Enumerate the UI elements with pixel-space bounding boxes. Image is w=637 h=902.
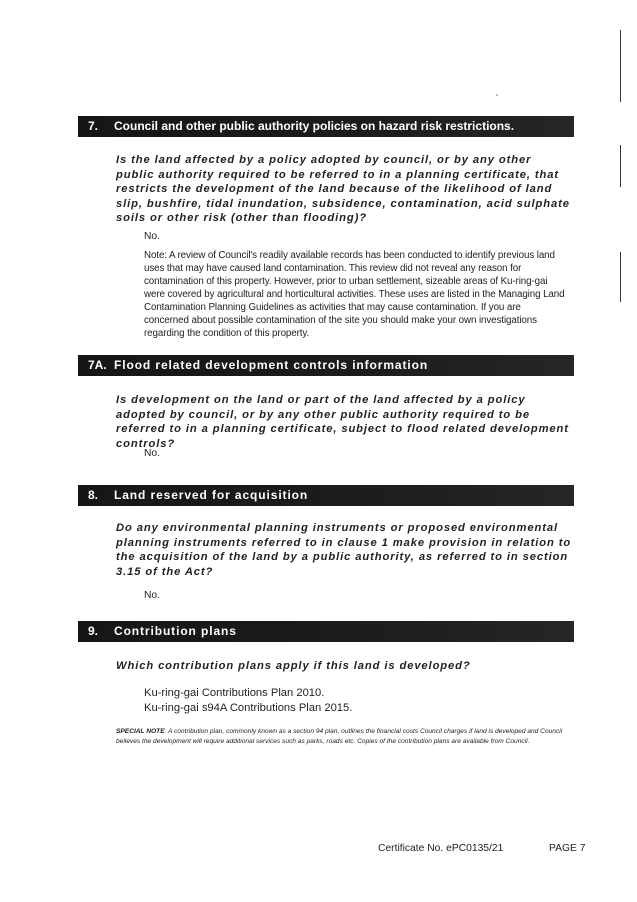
section-9-question: Which contribution plans apply if this land is developed?	[116, 660, 471, 672]
section-title: Land reserved for acquisition	[114, 488, 309, 502]
scan-speck	[496, 94, 498, 96]
certificate-number: Certificate No. ePC0135/21	[378, 843, 504, 854]
section-7-header	[78, 116, 574, 137]
section-7-answer: No.	[144, 231, 161, 242]
section-title: Council and other public authority policies on hazard risk restrictions.	[114, 119, 515, 133]
section-number: 8.	[88, 488, 99, 502]
scan-edge-mark	[620, 252, 621, 302]
scan-edge-mark	[620, 30, 621, 102]
special-note-text: : A contribution plan, commonly known as a section 94 plan, outlines the financial costs Council charges if land is developed and Council believes the development will require additional services such as parks, roads etc. Copies of the contribution plans are available from Council.	[116, 728, 563, 745]
section-8-answer: No.	[144, 590, 161, 601]
special-note-label: SPECIAL NOTE	[116, 728, 165, 735]
section-number: 7A.	[88, 358, 107, 372]
section-8-header	[78, 485, 574, 506]
contribution-plans-list	[144, 686, 352, 716]
contribution-plan-item: Ku-ring-gai Contributions Plan 2010.	[144, 687, 325, 699]
section-7a-question: Is development on the land or part of the land affected by a policy adopted by council, or by any other public authority required to be referred to in a planning certificate, subject to flood related development controls?	[116, 394, 569, 450]
section-9-header	[78, 621, 574, 642]
section-8-question: Do any environmental planning instruments or proposed environmental planning instruments referred to in clause 1 make provision in relation to the acquisition of the land by a public authority, as referred to in section 3.15 of the Act?	[116, 522, 572, 578]
section-title: Contribution plans	[114, 624, 237, 638]
special-note	[116, 727, 576, 747]
contribution-plan-item: Ku-ring-gai s94A Contributions Plan 2015.	[144, 702, 353, 714]
section-7-question: Is the land affected by a policy adopted by council, or by any other public authority required to be referred to in a planning certificate, that restricts the development of the land because of the likelihood of land slip, bushfire, tidal inundation, subsidence, contamination, acid sulphate soils or other risk (other than flooding)?	[116, 154, 570, 224]
scan-edge-mark	[620, 145, 621, 187]
section-title: Flood related development controls information	[114, 358, 429, 372]
section-number: 7.	[88, 119, 99, 133]
section-number: 9.	[88, 624, 99, 638]
section-7a-answer: No.	[144, 448, 161, 459]
section-7-note: Note: A review of Council's readily available records has been conducted to identify previous land uses that may have caused land contamination. This review did not reveal any reason for contamination of this property. However, prior to urban settlement, sizeable areas of Ku-ring-gai were covered by agricultural and horticultural activities. These uses are listed in the Managing Land Contamination Planning Guidelines as activities that may cause contamination. If you are concerned about possible contamination of the site you should make your own investigations regarding the condition of this property.	[144, 250, 565, 339]
section-7a-header	[78, 355, 574, 376]
page-number: PAGE 7	[549, 843, 586, 854]
